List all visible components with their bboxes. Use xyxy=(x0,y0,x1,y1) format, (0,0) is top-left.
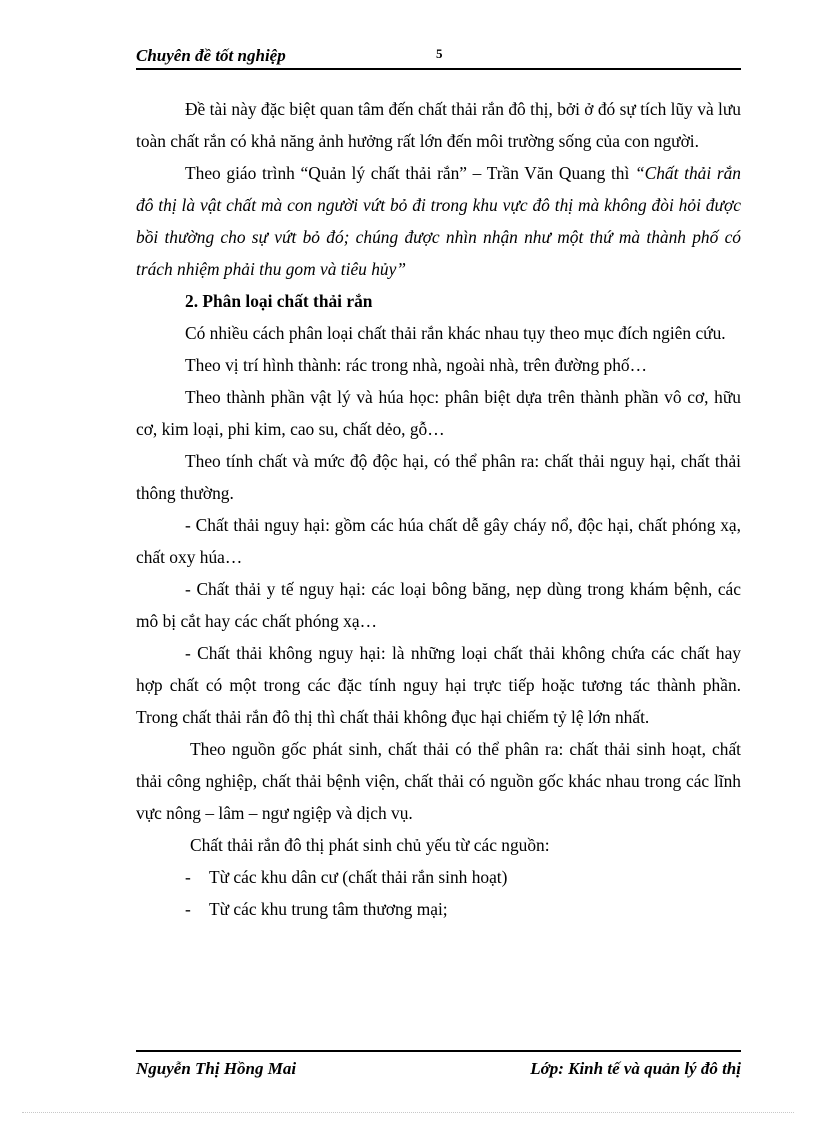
footer-class: Lớp: Kinh tế và quản lý đô thị xyxy=(530,1059,741,1078)
paragraph-quote xyxy=(136,157,741,285)
header-title: Chuyên đề tốt nghiệp xyxy=(136,46,286,65)
list-item-text: Từ các khu trung tâm thương mại; xyxy=(209,899,448,919)
footer-author: Nguyễn Thị Hồng Mai xyxy=(136,1059,297,1078)
page-number: 5 xyxy=(436,46,443,61)
section-heading: 2. Phân loại chất thải rắn xyxy=(185,291,373,311)
page-bottom-edge xyxy=(22,1112,794,1113)
list-item xyxy=(136,893,741,925)
list-dash: - xyxy=(185,867,191,887)
page-footer xyxy=(136,1050,741,1080)
paragraph: - Chất thải không nguy hại: là những loại chất thải không chứa các chất hay hợp chất có một trong các đặc tính nguy hại trực tiếp hoặc tương tác thành phần. Trong chất thải rắn đô thị thì chất thải không đục hại chiếm tỷ lệ lớn nhất. xyxy=(136,643,741,727)
paragraph: Có nhiều cách phân loại chất thải rắn khác nhau tụy theo mục đích ngiên cứu. xyxy=(185,323,726,343)
paragraph: Theo thành phần vật lý và húa học: phân biệt dựa trên thành phần vô cơ, hữu cơ, kim loại, phi kim, cao su, chất dẻo, gỗ… xyxy=(136,387,741,439)
paragraph: Theo tính chất và mức độ độc hại, có thể phân ra: chất thải nguy hại, chất thải thông thường. xyxy=(136,451,741,503)
paragraph: Đề tài này đặc biệt quan tâm đến chất thải rắn đô thị, bởi ở đó sự tích lũy và lưu toàn chất rắn có khả năng ảnh hưởng rất lớn đến môi trường sống của con người. xyxy=(136,99,741,151)
paragraph: Chất thải rắn đô thị phát sinh chủ yếu từ các nguồn: xyxy=(190,835,550,855)
page-header xyxy=(136,44,741,70)
paragraph: Theo vị trí hình thành: rác trong nhà, ngoài nhà, trên đường phố… xyxy=(185,355,647,375)
quote-intro: Theo giáo trình “Quản lý chất thải rắn” – Trần Văn Quang thì xyxy=(185,163,635,183)
list-item-text: Từ các khu dân cư (chất thải rắn sinh hoạt) xyxy=(209,867,508,887)
list-dash: - xyxy=(185,899,191,919)
list-item xyxy=(136,861,741,893)
document-body xyxy=(136,93,741,925)
paragraph: - Chất thải y tế nguy hại: các loại bông băng, nẹp dùng trong khám bệnh, các mô bị cắt hay các chất phóng xạ… xyxy=(136,579,741,631)
paragraph: - Chất thải nguy hại: gồm các húa chất dễ gây cháy nổ, độc hại, chất phóng xạ, chất oxy húa… xyxy=(136,515,741,567)
quote-definition: “Chất thải rắn đô thị là vật chất mà con người vứt bỏ đi trong khu vực đô thị mà không đòi hỏi được bồi thường cho sự vứt bỏ đó; chúng được nhìn nhận như một thứ mà thành phố có trách nhiệm phải thu gom và tiêu hủy” xyxy=(136,163,741,279)
paragraph: Theo nguồn gốc phát sinh, chất thải có thể phân ra: chất thải sinh hoạt, chất thải công nghiệp, chất thải bệnh viện, chất thải có nguồn gốc khác nhau trong các lĩnh vực nông – lâm – ngư ngiệp và dịch vụ. xyxy=(136,739,741,823)
